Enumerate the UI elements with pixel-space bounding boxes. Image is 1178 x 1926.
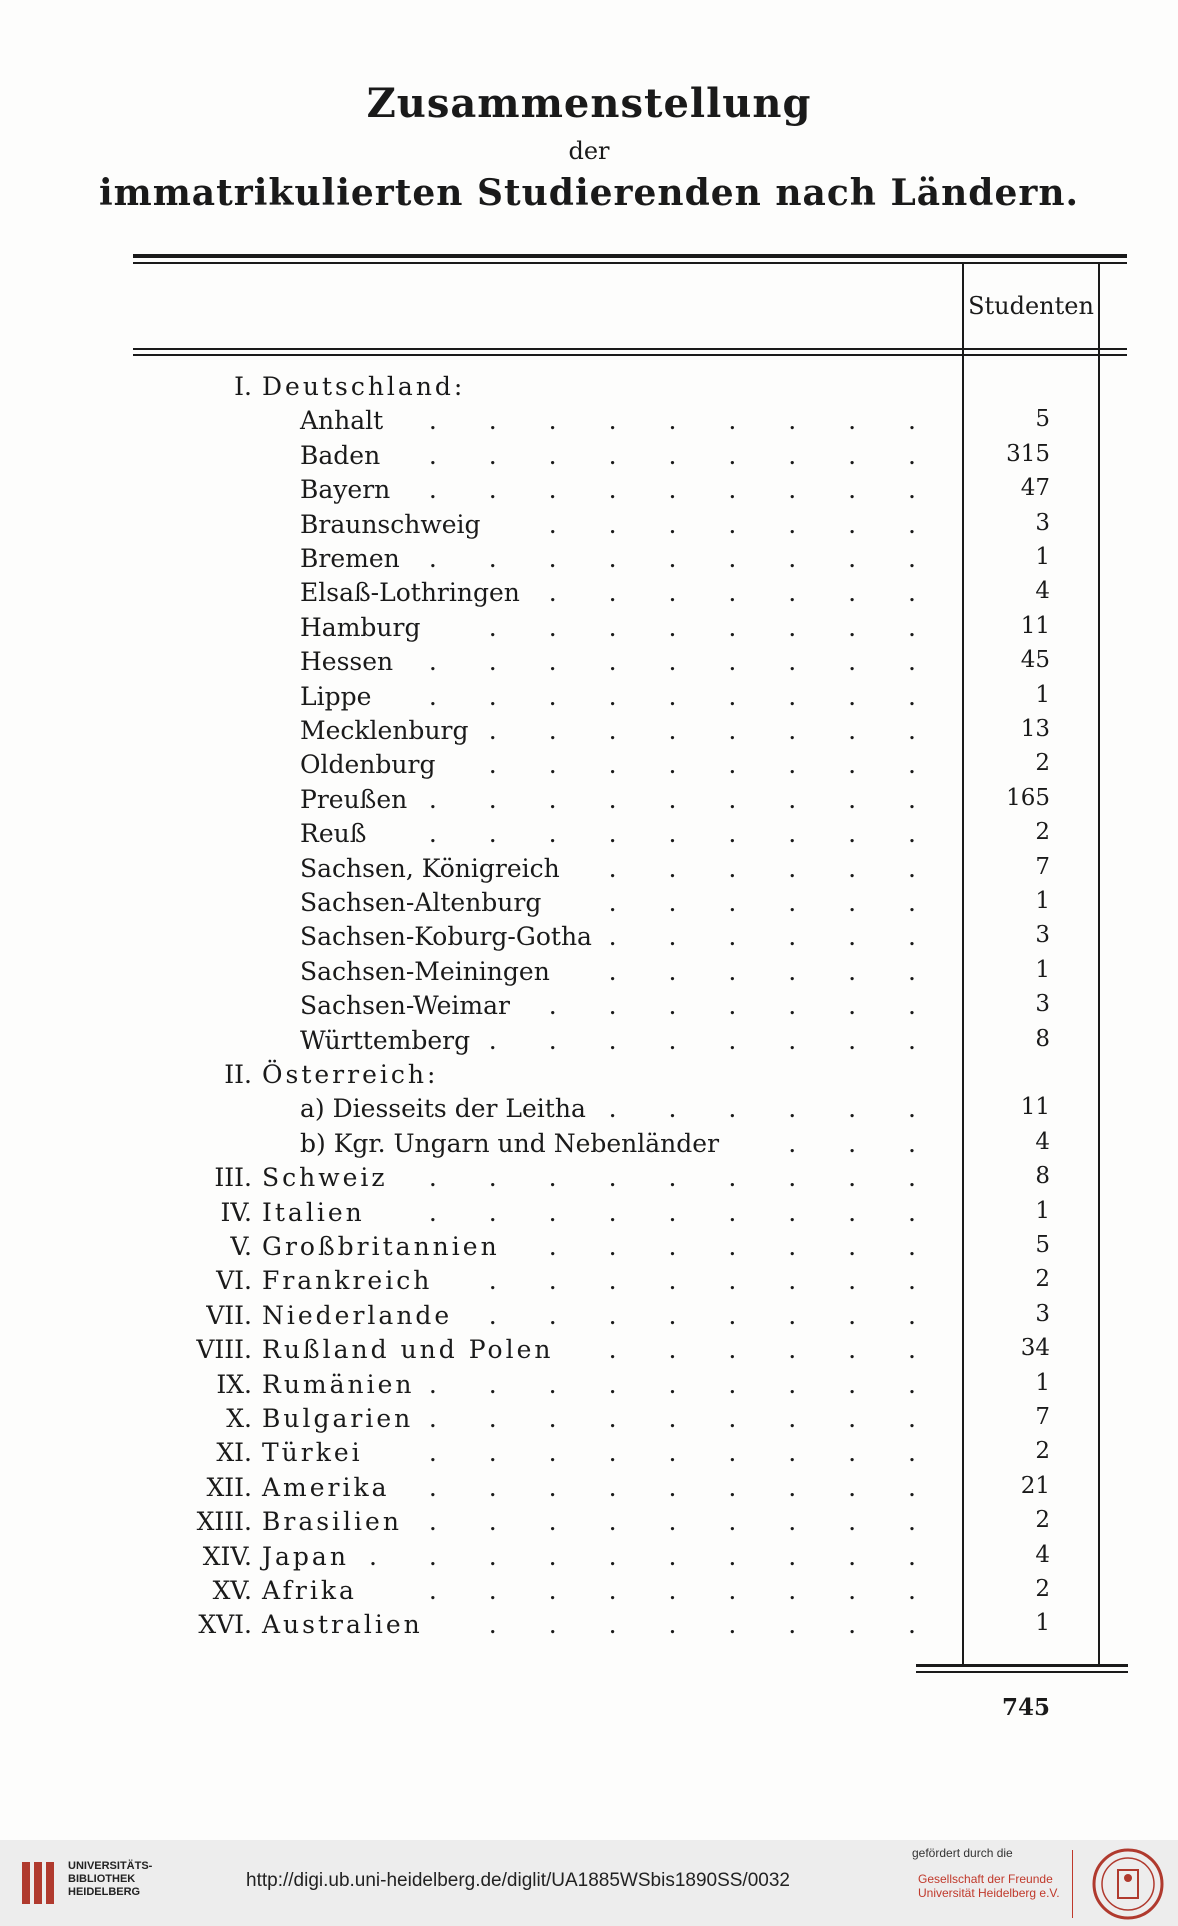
leader-dots: . . . [788, 1129, 938, 1158]
column-header-students: Studenten [968, 292, 1094, 320]
row-value: 2 [1035, 1576, 1050, 1602]
table-row [0, 1335, 1178, 1365]
row-value: 11 [1020, 613, 1050, 639]
table-row [0, 888, 1178, 918]
leader-dots: . . . . . . . . . [428, 1198, 938, 1227]
row-roman-numeral: XII. [206, 1473, 252, 1502]
table-row [0, 716, 1178, 746]
table-row [0, 1542, 1178, 1572]
row-value: 8 [1035, 1026, 1050, 1052]
row-value: 2 [1035, 819, 1050, 845]
table-row [0, 785, 1178, 815]
table-row [0, 1094, 1178, 1124]
row-value: 2 [1035, 750, 1050, 776]
leader-dots: . . . . . . . . . [428, 1473, 938, 1502]
leader-dots: . . . . . . . . . [428, 1576, 938, 1605]
row-value: 2 [1035, 1438, 1050, 1464]
row-value: 315 [1006, 441, 1050, 467]
table-row [0, 475, 1178, 505]
university-seal-icon [1092, 1848, 1164, 1920]
leader-dots: . . . . . . . . . [428, 682, 938, 711]
row-label: Großbritannien [262, 1232, 500, 1261]
leader-dots: . . . . . . . [548, 991, 938, 1020]
row-value: 1 [1035, 1370, 1050, 1396]
row-label: Japan [262, 1542, 349, 1571]
footer-separator [1072, 1850, 1073, 1918]
row-roman-numeral: XI. [216, 1438, 252, 1467]
table-row [0, 1060, 1178, 1090]
table-row [0, 544, 1178, 574]
row-roman-numeral: II. [224, 1060, 252, 1089]
table-row [0, 1370, 1178, 1400]
table-row [0, 1163, 1178, 1193]
leader-dots: . . . . . . . . . [428, 819, 938, 848]
leader-dots: . . . . . . . [548, 510, 938, 539]
row-label: Sachsen-Weimar [300, 991, 510, 1020]
row-label: Rumänien [262, 1370, 415, 1399]
row-label: Bremen [300, 544, 400, 573]
row-label: Hessen [300, 647, 394, 676]
leader-dots: . . . . . . . [548, 578, 938, 607]
row-label: Hamburg [300, 613, 421, 642]
row-roman-numeral: VI. [216, 1266, 252, 1295]
table-row [0, 819, 1178, 849]
row-roman-numeral: III. [214, 1163, 252, 1192]
row-roman-numeral: X. [226, 1404, 252, 1433]
society-name: Gesellschaft der Freunde Universität Heidelberg e.V. [918, 1872, 1060, 1900]
row-label: Italien [262, 1198, 365, 1227]
library-logo-icon [20, 1860, 56, 1906]
row-value: 4 [1035, 1542, 1050, 1568]
row-value: 1 [1035, 1610, 1050, 1636]
leader-dots: . . . . . . . . . [428, 1507, 938, 1536]
row-label: Amerika [262, 1473, 390, 1502]
table-row [0, 578, 1178, 608]
row-label: Anhalt [300, 406, 384, 435]
sum-rule-2 [916, 1671, 1128, 1673]
table-row [0, 1507, 1178, 1537]
leader-dots: . . . . . . . . . [428, 475, 938, 504]
row-value: 3 [1035, 991, 1050, 1017]
leader-dots: . . . . . . . . [488, 716, 938, 745]
row-roman-numeral: I. [234, 372, 252, 401]
row-label: Mecklenburg [300, 716, 469, 745]
row-value: 1 [1035, 888, 1050, 914]
top-rule-thin [133, 262, 1127, 264]
table-row [0, 1404, 1178, 1434]
row-value: 47 [1020, 475, 1050, 501]
row-label: Reuß [300, 819, 367, 848]
row-label: Preußen [300, 785, 408, 814]
row-label: Lippe [300, 682, 372, 711]
row-roman-numeral: XV. [212, 1576, 252, 1605]
row-label: Frankreich [262, 1266, 433, 1295]
leader-dots: . . . . . . . . . [428, 785, 938, 814]
table-row [0, 991, 1178, 1021]
row-label: Elsaß-Lothringen [300, 578, 520, 607]
table-row [0, 441, 1178, 471]
row-label: Sachsen-Altenburg [300, 888, 542, 917]
row-value: 13 [1020, 716, 1050, 742]
table-row [0, 957, 1178, 987]
leader-dots: . . . . . . [608, 1335, 938, 1364]
sum-rule-1 [916, 1664, 1128, 1667]
table-row [0, 682, 1178, 712]
title-connector: der [568, 137, 610, 165]
total-value: 745 [1001, 1694, 1050, 1721]
row-value: 1 [1035, 957, 1050, 983]
row-value: 8 [1035, 1163, 1050, 1189]
row-value: 7 [1035, 854, 1050, 880]
table-row [0, 854, 1178, 884]
row-roman-numeral: IX. [216, 1370, 252, 1399]
row-label: Sachsen-Koburg-Gotha [300, 922, 592, 951]
leader-dots: . . . . . . . . . [428, 441, 938, 470]
table-row [0, 922, 1178, 952]
leader-dots: . . . . . . . [548, 1232, 938, 1261]
leader-dots: . . . . . . [608, 854, 938, 883]
leader-dots: . . . . . . . . [488, 1026, 938, 1055]
row-label: Bulgarien [262, 1404, 414, 1433]
row-label: Deutschland: [262, 372, 466, 401]
leader-dots: . . . . . . [608, 957, 938, 986]
leader-dots: . . . . . . [608, 922, 938, 951]
header-rule-2 [133, 354, 1127, 356]
row-label: Sachsen, Königreich [300, 854, 560, 883]
row-value: 165 [1006, 785, 1050, 811]
row-label: Australien [262, 1610, 423, 1639]
row-value: 2 [1035, 1507, 1050, 1533]
leader-dots: . . . . . . . . [488, 613, 938, 642]
funded-by-label: gefördert durch die [912, 1846, 1013, 1860]
row-label: Afrika [262, 1576, 357, 1605]
leader-dots: . . . . . . . . . [428, 1370, 938, 1399]
table-row [0, 613, 1178, 643]
permalink-url[interactable]: http://digi.ub.uni-heidelberg.de/diglit/UA1885WSbis1890SS/0032 [246, 1870, 790, 1891]
row-value: 4 [1035, 578, 1050, 604]
leader-dots: . . . . . . [608, 888, 938, 917]
table-row [0, 1129, 1178, 1159]
row-value: 5 [1035, 406, 1050, 432]
table-row [0, 1266, 1178, 1296]
row-label: Bayern [300, 475, 391, 504]
row-value: 1 [1035, 1198, 1050, 1224]
row-value: 34 [1020, 1335, 1050, 1361]
row-roman-numeral: IV. [220, 1198, 252, 1227]
table-row [0, 1026, 1178, 1056]
row-roman-numeral: VII. [206, 1301, 252, 1330]
row-value: 3 [1035, 922, 1050, 948]
row-roman-numeral: VIII. [196, 1335, 252, 1364]
leader-dots: . . . . . . . . [488, 1610, 938, 1639]
row-value: 21 [1020, 1473, 1050, 1499]
header-rule-1 [133, 348, 1127, 350]
leader-dots: . . . . . . . . . [428, 406, 938, 435]
library-name: UNIVERSITÄTS- BIBLIOTHEK HEIDELBERG [68, 1860, 153, 1898]
table-row [0, 1232, 1178, 1262]
leader-dots: . . . . . . . . [488, 1301, 938, 1330]
row-value: 2 [1035, 1266, 1050, 1292]
row-label: Österreich: [262, 1060, 439, 1089]
table-row [0, 750, 1178, 780]
row-value: 7 [1035, 1404, 1050, 1430]
row-value: 1 [1035, 544, 1050, 570]
leader-dots: . . . . . . [608, 1094, 938, 1123]
row-roman-numeral: V. [230, 1232, 252, 1261]
row-label: Rußland und Polen [262, 1335, 554, 1364]
row-value: 11 [1020, 1094, 1050, 1120]
row-value: 4 [1035, 1129, 1050, 1155]
row-label: Sachsen-Meiningen [300, 957, 550, 986]
row-value: 45 [1020, 647, 1050, 673]
top-rule-thick [133, 254, 1127, 258]
row-label: Braunschweig [300, 510, 481, 539]
row-value: 1 [1035, 682, 1050, 708]
table-row [0, 372, 1178, 402]
row-value: 5 [1035, 1232, 1050, 1258]
row-label: Türkei [262, 1438, 363, 1467]
leader-dots: . . . . . . . . . [428, 647, 938, 676]
table-row [0, 510, 1178, 540]
row-roman-numeral: XIV. [202, 1542, 252, 1571]
table-row [0, 1473, 1178, 1503]
table-row [0, 1610, 1178, 1640]
table-row [0, 1438, 1178, 1468]
leader-dots: . . . . . . . . [488, 750, 938, 779]
leader-dots: . . . . . . . . [488, 1266, 938, 1295]
row-label: Schweiz [262, 1163, 388, 1192]
table-row [0, 647, 1178, 677]
row-label: b) Kgr. Ungarn und Nebenländer [300, 1129, 720, 1158]
page-title: Zusammenstellung [366, 80, 812, 127]
leader-dots: . . . . . . . . . [428, 1404, 938, 1433]
leader-dots: . . . . . . . . . . [369, 1542, 938, 1571]
row-value: 3 [1035, 1301, 1050, 1327]
row-label: Oldenburg [300, 750, 436, 779]
table-row [0, 406, 1178, 436]
row-roman-numeral: XVI. [198, 1610, 252, 1639]
row-label: Brasilien [262, 1507, 402, 1536]
row-label: Württemberg [300, 1026, 471, 1055]
row-value: 3 [1035, 510, 1050, 536]
table-row [0, 1576, 1178, 1606]
table-row [0, 1198, 1178, 1228]
page-subtitle: immatrikulierten Studierenden nach Ländern. [98, 172, 1080, 214]
table-row [0, 1301, 1178, 1331]
leader-dots: . . . . . . . . . [428, 544, 938, 573]
leader-dots: . . . . . . . . . [428, 1163, 938, 1192]
leader-dots: . . . . . . . . . [428, 1438, 938, 1467]
row-roman-numeral: XIII. [196, 1507, 252, 1536]
row-label: Baden [300, 441, 381, 470]
row-label: Niederlande [262, 1301, 453, 1330]
row-label: a) Diesseits der Leitha [300, 1094, 586, 1123]
